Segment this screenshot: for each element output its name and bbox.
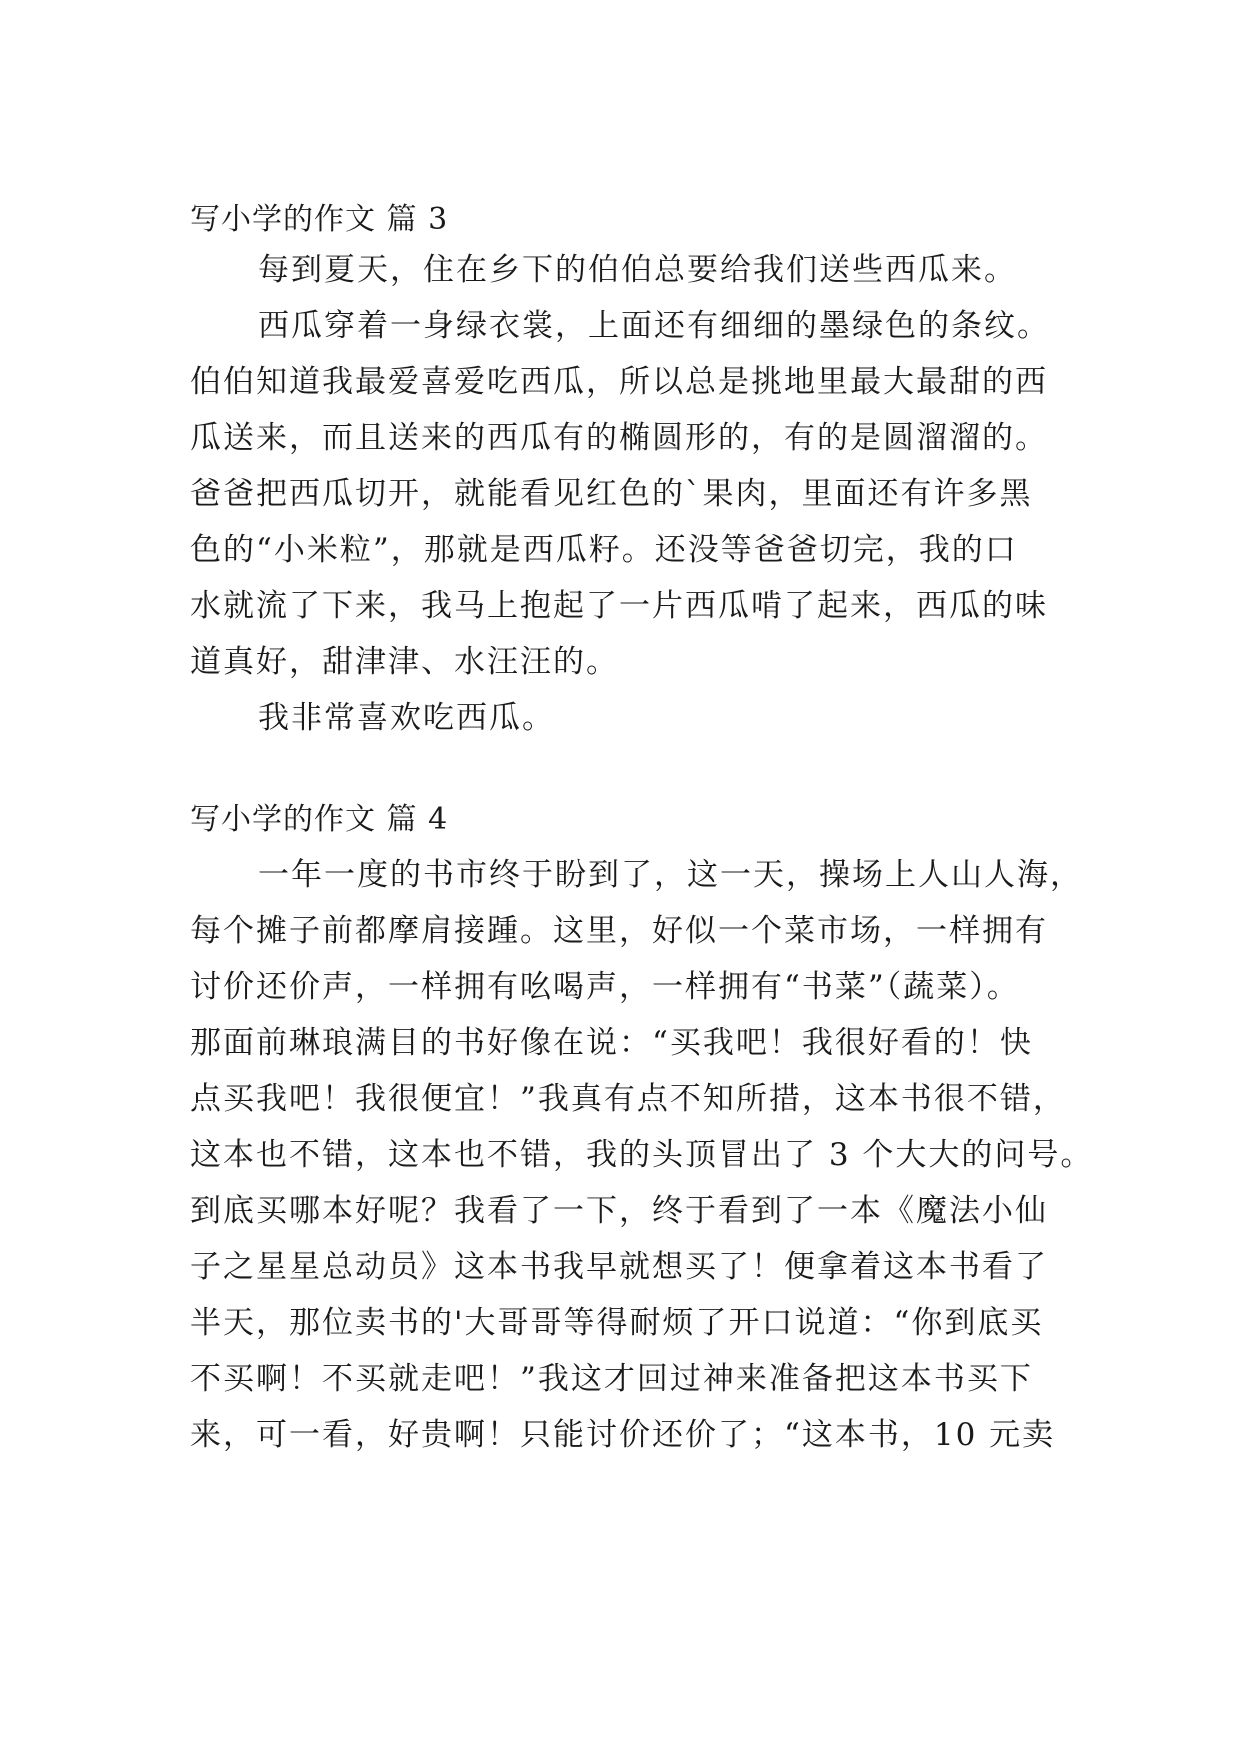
section-4-heading: 写小学的作文 篇 4	[190, 802, 449, 837]
paragraph-line: 讨价还价声，一样拥有吆喝声，一样拥有“书菜”（蔬菜）。	[190, 969, 1020, 1005]
paragraph-line: 每个摊子前都摩肩接踵。这里，好似一个菜市场，一样拥有	[190, 913, 1048, 949]
paragraph-line: 那面前琳琅满目的书好像在说：“买我吧！我很好看的！快	[190, 1025, 1033, 1061]
paragraph-line: 到底买哪本好呢？我看了一下，终于看到了一本《魔法小仙	[190, 1193, 1048, 1229]
paragraph-line: 子之星星总动员》这本书我早就想买了！便拿着这本书看了	[190, 1249, 1048, 1285]
paragraph-line: 半天，那位卖书的'大哥哥等得耐烦了开口说道：“你到底买	[190, 1305, 1044, 1341]
paragraph-line: 伯伯知道我最爱喜爱吃西瓜，所以总是挑地里最大最甜的西	[190, 364, 1048, 400]
paragraph-line: 一年一度的书市终于盼到了，这一天，操场上人山人海，	[258, 857, 1083, 893]
paragraph-line: 西瓜穿着一身绿衣裳，上面还有细细的墨绿色的条纹。	[258, 308, 1050, 344]
section-3-heading: 写小学的作文 篇 3	[190, 202, 449, 237]
paragraph-line: 这本也不错，这本也不错，我的头顶冒出了 3 个大大的问号。	[190, 1137, 1094, 1173]
paragraph-line: 点买我吧！我很便宜！”我真有点不知所措，这本书很不错，	[190, 1081, 1066, 1117]
paragraph-line: 道真好，甜津津、水汪汪的。	[190, 644, 619, 680]
paragraph-line: 爸爸把西瓜切开，就能看见红色的`果肉，里面还有许多黑	[190, 476, 1033, 512]
paragraph-line: 不买啊！不买就走吧！”我这才回过神来准备把这本书买下	[190, 1361, 1033, 1397]
paragraph-line: 瓜送来，而且送来的西瓜有的椭圆形的，有的是圆溜溜的。	[190, 420, 1048, 456]
paragraph-line: 来，可一看，好贵啊！只能讨价还价了；“这本书，10 元卖	[190, 1417, 1056, 1453]
paragraph-line: 我非常喜欢吃西瓜。	[258, 700, 555, 736]
paragraph-line: 每到夏天，住在乡下的伯伯总要给我们送些西瓜来。	[258, 252, 1017, 288]
paragraph-line: 色的“小米粒”，那就是西瓜籽。还没等爸爸切完，我的口	[190, 532, 1018, 568]
paragraph-line: 水就流了下来，我马上抱起了一片西瓜啃了起来，西瓜的味	[190, 588, 1048, 624]
